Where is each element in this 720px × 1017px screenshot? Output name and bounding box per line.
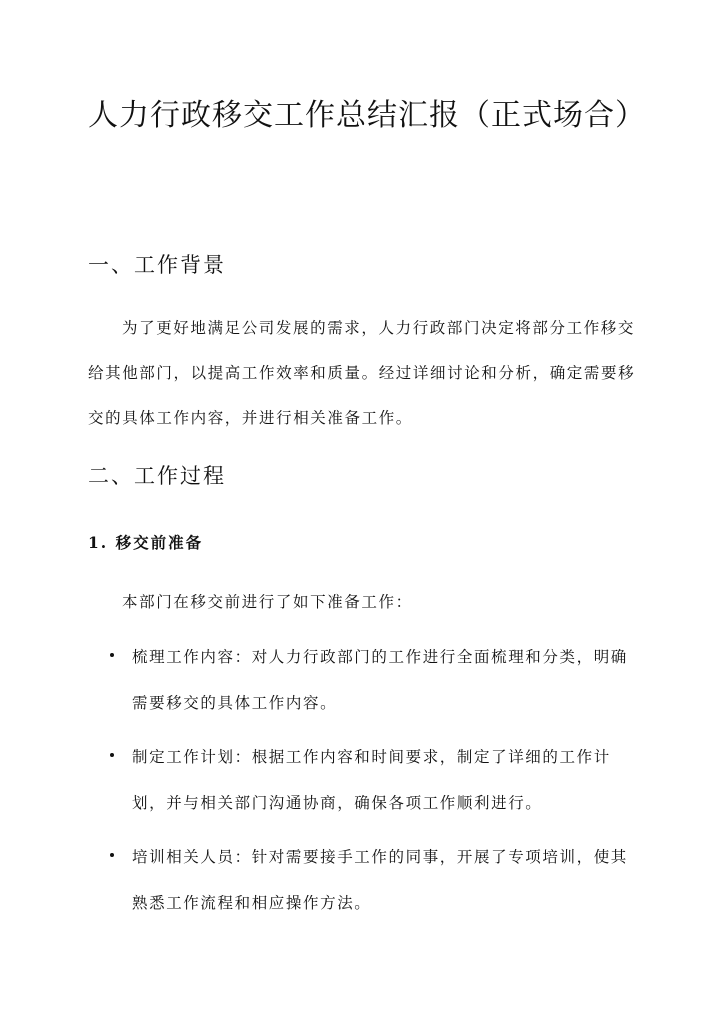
document-title: 人力行政移交工作总结汇报（正式场合） [88,98,646,133]
preparation-lead-text: 本部门在移交前进行了如下准备工作： [122,593,413,611]
section-heading-background: 一、工作背景 [88,253,226,277]
bullet-dot-icon [110,853,114,857]
bullet-dot-icon [110,753,114,757]
list-item-text: 梳理工作内容：对人力行政部门的工作进行全面梳理和分类，明确需要移交的具体工作内容。 [132,648,628,712]
bullet-dot-icon [110,653,114,657]
section-heading-process: 二、工作过程 [88,464,226,488]
background-paragraph: 为了更好地满足公司发展的需求，人力行政部门决定将部分工作移交给其他部门，以提高工作效率和质量。经过详细讨论和分析，确定需要移交的具体工作内容，并进行相关准备工作。 [88,319,636,427]
subsection-heading-preparation: 1. 移交前准备 [88,533,204,552]
list-item-text: 制定工作计划：根据工作内容和时间要求，制定了详细的工作计划，并与相关部门沟通协商，确保各项工作顺利进行。 [132,748,611,812]
list-item-text: 培训相关人员：针对需要接手工作的同事，开展了专项培训，使其熟悉工作流程和相应操作方法。 [132,848,628,912]
